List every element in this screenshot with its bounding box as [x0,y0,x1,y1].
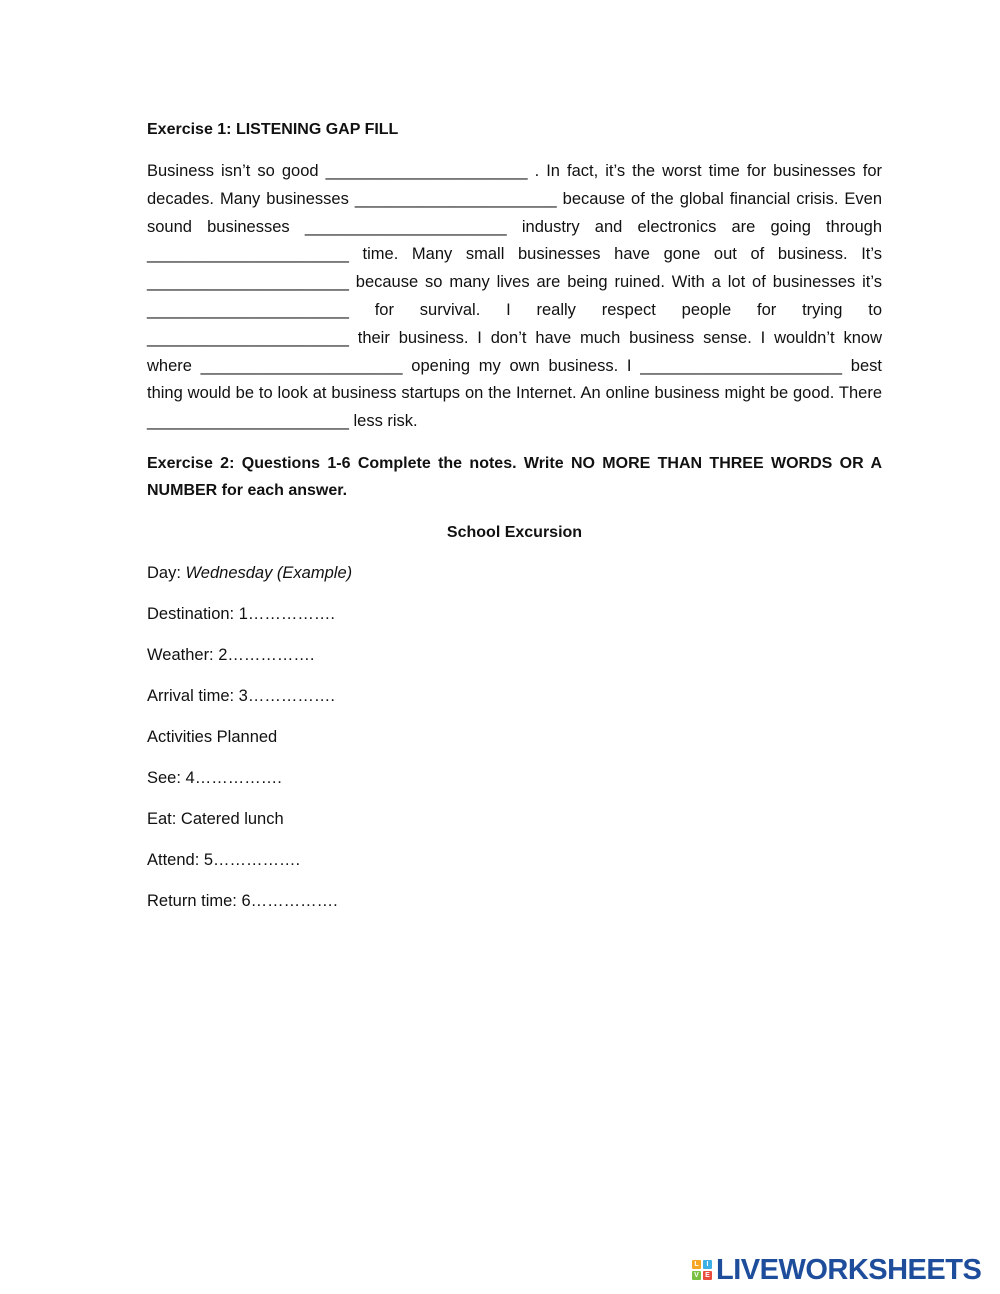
day-label: Day: [147,563,186,582]
logo-text: LIVEWORKSHEETS [716,1254,982,1286]
school-excursion-heading: School Excursion [446,523,583,541]
text-segment: their business. I don’t have much business sense. I wouldn’t know where [147,328,882,375]
text-segment: because of the global financial crisis. Even sound businesses [147,189,882,236]
gap-blank-5[interactable]: ______________________ [147,273,349,292]
logo-mark-icon [692,1260,712,1280]
logo-mark-square: L [692,1260,701,1269]
exercise-2-title: Exercise 2: Questions 1-6 Complete the notes. Write NO MORE THAN THREE WORDS OR A NUMBER for each answer. [147,454,882,500]
worksheet-page [147,117,882,929]
note-attend[interactable]: Attend: 5……………. [147,850,301,869]
text-segment: best thing would be to look at business startups on the Internet. An online business might be good. There [147,356,882,403]
text-segment: industry and electronics are going through [506,217,882,236]
text-segment: because so many lives are being ruined. With a lot of businesses it’s [348,273,882,292]
note-eat: Eat: Catered lunch [147,809,284,828]
note-day [147,560,882,587]
note-destination[interactable]: Destination: 1……………. [147,604,335,623]
logo-mark-square: E [703,1271,712,1280]
gap-blank-10[interactable]: ______________________ [147,412,349,431]
liveworksheets-logo [692,1254,981,1286]
gap-blank-8[interactable]: ______________________ [200,356,403,375]
note-activities-heading: Activities Planned [147,727,278,746]
text-segment: for survival. I really respect people for trying to [348,300,882,319]
text-segment: opening my own business. I [402,356,641,375]
gap-blank-4[interactable]: ______________________ [147,245,349,264]
day-value: Wednesday (Example) [185,563,353,582]
exercise-1-title: Exercise 1: LISTENING GAP FILL [147,121,399,138]
note-weather[interactable]: Weather: 2……………. [147,645,315,664]
logo-mark-square: V [692,1271,701,1280]
text-segment: time. Many small businesses have gone out of business. It’s [348,245,882,264]
text-segment: . In fact, it’s the worst time for businesses for decades. Many businesses [147,162,882,208]
gap-blank-9[interactable]: ______________________ [640,356,843,375]
gap-blank-3[interactable]: ______________________ [304,217,507,236]
text-segment: less risk. [348,412,418,431]
note-return-time[interactable]: Return time: 6……………. [147,891,338,910]
gap-blank-6[interactable]: ______________________ [147,300,349,319]
note-arrival-time[interactable]: Arrival time: 3……………. [147,686,335,705]
logo-mark-square: I [703,1260,712,1269]
gap-blank-2[interactable]: ______________________ [354,189,557,208]
gap-blank-7[interactable]: ______________________ [147,328,349,347]
text-segment: Business isn’t so good [147,162,326,180]
gap-fill-paragraph [147,158,882,436]
gap-blank-1[interactable]: ______________________ [325,162,528,180]
note-see[interactable]: See: 4……………. [147,768,282,787]
